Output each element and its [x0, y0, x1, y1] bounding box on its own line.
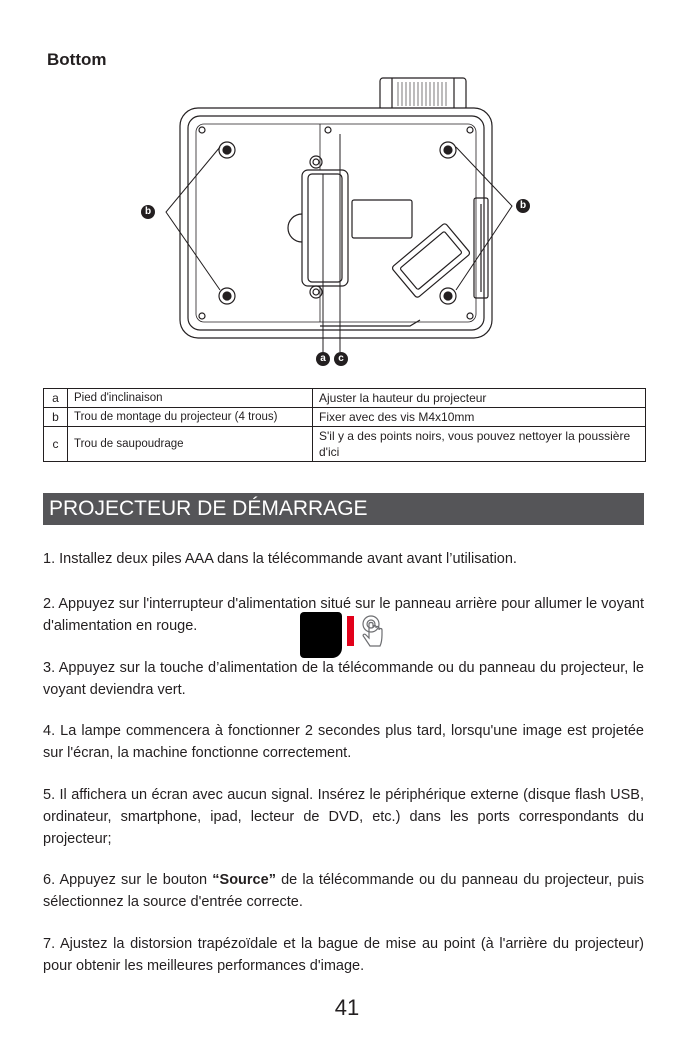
- table-row: [44, 408, 646, 427]
- section-banner: PROJECTEUR DE DÉMARRAGE: [43, 493, 644, 525]
- step-1: 1. Installez deux piles AAA dans la télécommande avant avant l’utilisation.: [43, 551, 517, 567]
- part-name: Pied d'inclinaison: [68, 389, 313, 408]
- diagram-marker-b-left: b: [141, 205, 155, 219]
- red-indicator-icon: [347, 616, 354, 646]
- table-row: [44, 389, 646, 408]
- part-description: Ajuster la hauteur du projecteur: [313, 389, 646, 408]
- page-number: 41: [334, 995, 360, 1020]
- table-row: [44, 427, 646, 462]
- part-description: S'il y a des points noirs, vous pouvez nettoyer la poussière d'ici: [313, 427, 646, 462]
- step-6: [43, 869, 644, 913]
- section-heading: Bottom: [47, 50, 107, 69]
- part-key: a: [44, 389, 68, 408]
- diagram-marker-c: c: [334, 352, 348, 366]
- source-button-label: “Source”: [212, 872, 276, 888]
- projector-bottom-diagram: [130, 74, 550, 374]
- press-hand-icon: [360, 614, 386, 650]
- part-key: c: [44, 427, 68, 462]
- power-switch-icon: [300, 612, 342, 658]
- step-4: 4. La lampe commencera à fonctionner 2 secondes plus tard, lorsqu'une image est projetée sur l'écran, la machine fonctionne correctement.: [43, 723, 644, 761]
- parts-table: [43, 388, 646, 462]
- diagram-marker-b-right: b: [516, 199, 530, 213]
- part-key: b: [44, 408, 68, 427]
- part-name: Trou de saupoudrage: [68, 427, 313, 462]
- step-2: 2. Appuyez sur l'interrupteur d'alimentation situé sur le panneau arrière pour allumer le voyant d'alimentation en rouge.: [43, 596, 644, 634]
- step-7: 7. Ajustez la distorsion trapézoïdale et la bague de mise au point (à l'arrière du projecteur) pour obtenir les meilleures performances d'image.: [43, 936, 644, 974]
- step-6-intro: 6. Appuyez sur le bouton: [43, 872, 213, 888]
- step-5: 5. Il affichera un écran avec aucun signal. Insérez le périphérique externe (disque flash USB, ordinateur, smartphone, ipad, lecteur de DVD, etc.) dans les ports correspondants du projecteur;: [43, 787, 644, 847]
- part-description: Fixer avec des vis M4x10mm: [313, 408, 646, 427]
- step-6-rest: de la télécommande ou du panneau du projecteur, puis sélectionnez la source d'entrée correcte.: [43, 872, 644, 910]
- diagram-marker-a: a: [316, 352, 330, 366]
- step-3: 3. Appuyez sur la touche d’alimentation de la télécommande ou du panneau du projecteur, le voyant deviendra vert.: [43, 660, 644, 698]
- lens-icon: [380, 78, 466, 110]
- part-name: Trou de montage du projecteur (4 trous): [68, 408, 313, 427]
